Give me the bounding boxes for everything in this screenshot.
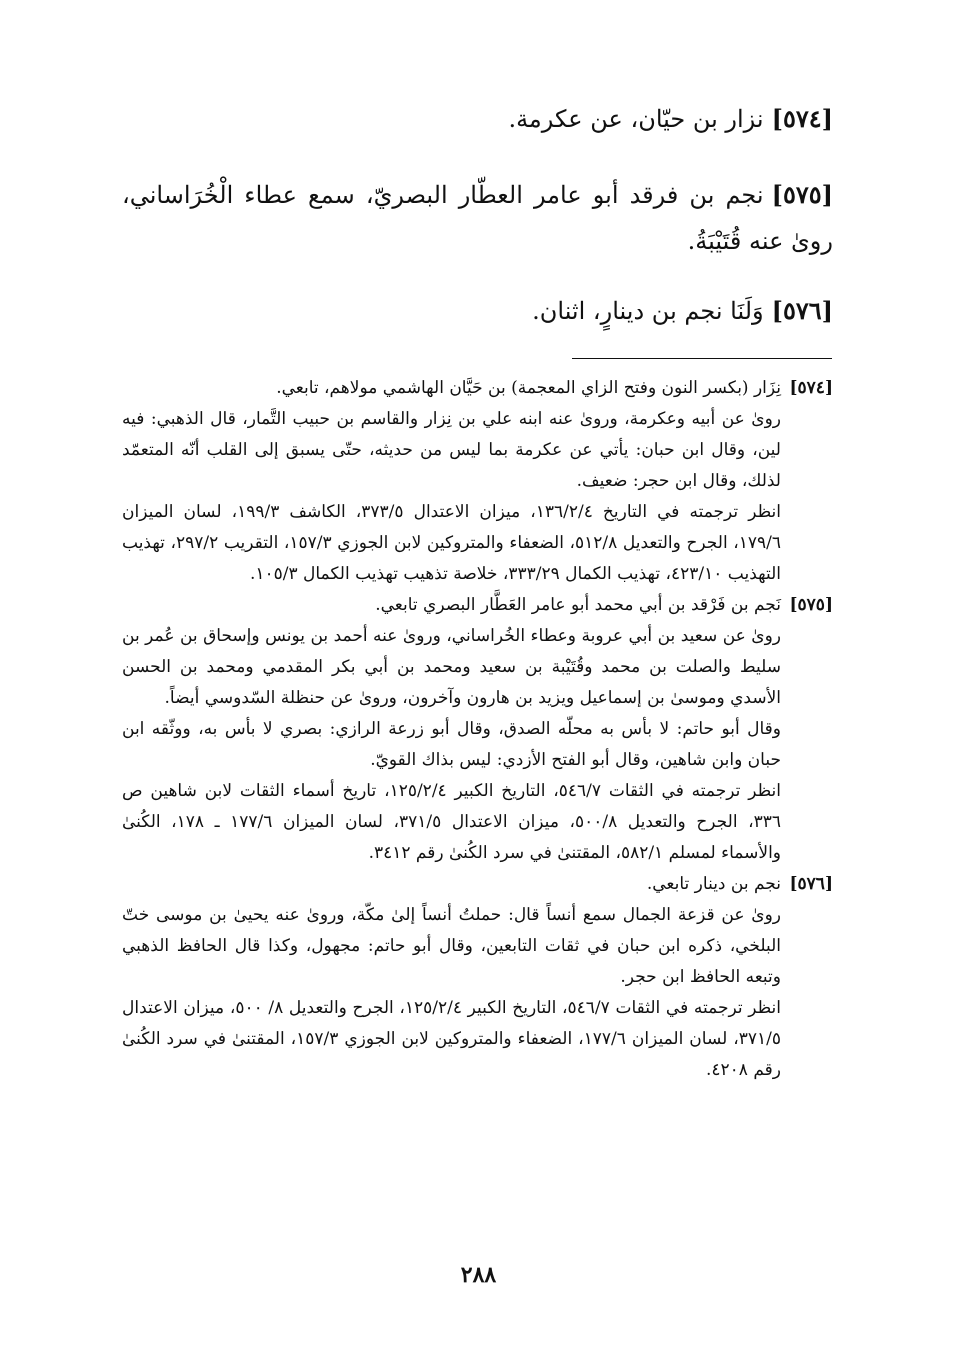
main-entry-574 <box>122 96 833 142</box>
footnotes-section <box>122 373 833 1086</box>
footnote-references: انظر ترجمته في الثقات ٥٤٦/٧، التاريخ الكبير ١٢٥/٢/٤، الجرح والتعديل ٨/ ٥٠٠، ميزان الاعتدال ٣٧١/٥، لسان الميزان ١٧٧/٦، الضعفاء والمتروكين لابن الجوزي ١٥٧/٣، المقتنىٰ في سرد الكُنىٰ رقم ٤٢٠٨. <box>122 998 781 1080</box>
entry-text: نزار بن حيّان، عن عكرمة. <box>508 105 764 133</box>
entry-text: نجم بن فرقد أبو عامر العطّار البصريّ، سمع عطاء الْخُرَاساني، روىٰ عنه قُتَيْبَةُ. <box>122 181 833 255</box>
footnote-number: [٥٧٤] <box>789 378 833 398</box>
main-entry-575 <box>122 172 833 264</box>
page-number: ٢٨٨ <box>460 1262 497 1288</box>
footnote-title: نِزَار (بكسر النون وفتح الزاي المعجمة) بن حَيَّان الهاشمي مولاهم، تابعي. <box>276 378 781 398</box>
footnote-references: انظر ترجمته في الثقات ٥٤٦/٧، التاريخ الكبير ١٢٥/٢/٤، تاريخ أسماء الثقات لابن شاهين ص ٣٣٦، الجرح والتعديل ٥٠٠/٨، ميزان الاعتدال ٣٧١/٥، لسان الميزان ١٧٧/٦ ـ ١٧٨، الكُنىٰ والأسماء لمسلم ٥٨٢/١، المقتنىٰ في سرد الكُنىٰ رقم ٣٤١٢. <box>122 781 781 863</box>
footnote-divider <box>572 358 832 359</box>
footnote-number: [٥٧٥] <box>789 595 833 615</box>
footnote-title: نجم بن دينار تابعي. <box>646 874 781 894</box>
footnote-574 <box>122 373 833 590</box>
entry-text: وَلَنَا نجم بن دينارٍ، اثنان. <box>532 297 764 325</box>
footnote-paragraph: روىٰ عن سعيد بن أبي عروبة وعطاء الخُراساني، وروىٰ عنه أحمد بن يونس وإسحاق بن عُمر بن سليط والصلت بن محمد وقُتَيْبة بن سعيد ومحمد بن أبي بكر المقدمي ومحمد بن الحسن الأسدي وموسىٰ بن إسماعيل ويزيد بن هارون وآخرون، وروىٰ عن حنظلة السّدوسي أيضاً. <box>122 626 781 708</box>
entry-number: [٥٧٤] <box>771 104 833 133</box>
footnote-references: انظر ترجمته في التاريخ ١٣٦/٢/٤، ميزان الاعتدال ٣٧٣/٥، الكاشف ١٩٩/٣، لسان الميزان ١٧٩/٦، الجرح والتعديل ٥١٢/٨، الضعفاء والمتروكين لابن الجوزي ١٥٧/٣، التقريب ٢٩٧/٢، تهذيب التهذيب ٤٢٣/١٠، تهذيب الكمال ٣٣٣/٢٩، خلاصة تذهيب تهذيب الكمال ١٠٥/٣. <box>122 502 782 584</box>
footnote-title: نَجم بن فَرْقد بن أبي محمد أبو عامر العَطَّار البصري تابعي. <box>375 595 781 615</box>
main-entry-576 <box>122 288 833 334</box>
footnote-576 <box>122 869 833 1086</box>
footnote-575 <box>122 590 833 869</box>
footnote-paragraph: روىٰ عن قزعة الجمال سمع أنساً قال: حملتُ أنساً إلىٰ مكّة، وروىٰ عنه يحيىٰ بن موسى ختّ البلخي، ذكره ابن حبان في ثقات التابعين، وقال أبو حاتم: مجهول، وكذا قال الحافظ الذهبي وتبعه الحافظ ابن حجر. <box>122 905 781 987</box>
footnote-paragraph: وقال أبو حاتم: لا بأس به محلّه الصدق، وقال أبو زرعة الرازي: بصري لا بأس به، ووثّقه ابن حبان وابن شاهين، وقال أبو الفتح الأزدي: ليس بذاك القويّ. <box>122 719 781 770</box>
footnote-number: [٥٧٦] <box>789 874 833 894</box>
footnote-paragraph: روىٰ عن أبيه وعكرمة، وروىٰ عنه ابنه علي بن نِزار والقاسم بن حبيب التَّمار، قال الذهبي: فيه لين، وقال ابن حبان: يأتي عن عكرمة بما ليس من حديثه، حتّى يسبق إلى القلب أنّه المتعمّد لذلك، وقال ابن حجر: ضعيف. <box>122 409 781 491</box>
entry-number: [٥٧٦] <box>771 296 833 325</box>
entry-number: [٥٧٥] <box>771 180 833 209</box>
